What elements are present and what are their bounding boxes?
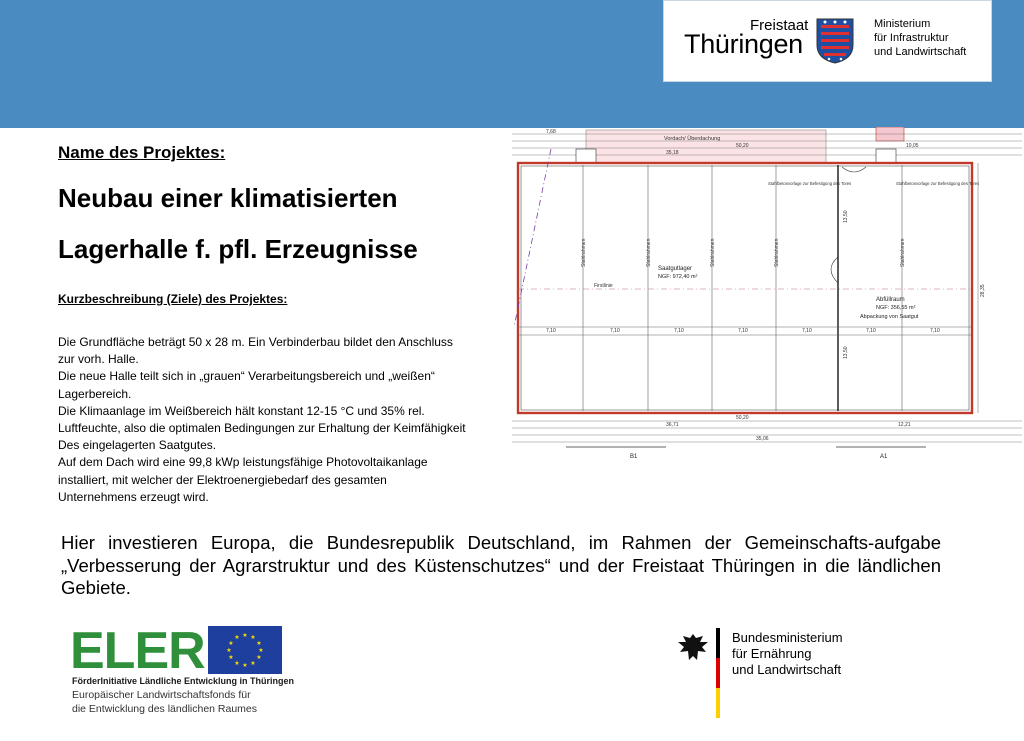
bay-dim-4: 7,10 (738, 328, 748, 334)
eler-initiative-line: FörderInitiative Ländliche Entwicklung in Thüringen (72, 676, 295, 686)
room-filling-name: Abfüllraum (876, 297, 905, 303)
german-flag-bar-icon (716, 628, 720, 718)
bay-dim-3: 7,10 (674, 328, 684, 334)
frame-label-5: Stahlrahmen (900, 238, 906, 267)
dim-top-1: 7,68 (546, 129, 556, 135)
half-height-dim-2: 13,50 (843, 346, 849, 359)
svg-text:★: ★ (226, 647, 232, 654)
eler-wordmark: ELER (70, 622, 205, 680)
door-note-2: Stahlbetonvorlage zur Befestigung des Tores (896, 181, 980, 186)
svg-text:★: ★ (250, 634, 256, 641)
project-description: Die Grundfläche beträgt 50 x 28 m. Ein Verbinderbau bildet den Anschluss zur vorh. Halle. Die neue Halle teilt sich in „grauen“ Verarbeitungsbereich und „weißen“ Lagerbereich. Die Klimaanlage im Weißbereich hält konstant 12-15 °C und 35% rel. Luftfeuchte, also die optimalen Bedingungen zur Erhaltung der Keimfähigkeit Des eingelagerten Saatgutes. Auf dem Dach wird eine 99,8 kWp leistungsfähige Photovoltaikanlage installiert, mit welcher der Elektroenergiebedarf des gesamten Unternehmens erzeugt wird. (58, 335, 466, 504)
frame-label-4: Stahlrahmen (774, 238, 780, 267)
bay-dim-7: 7,10 (930, 328, 940, 334)
dim-bottom-total: 50,20 (736, 415, 749, 421)
total-height-dim: 28,35 (980, 284, 986, 297)
dim-bottom-2: 12,21 (898, 422, 911, 428)
svg-text:★: ★ (258, 647, 264, 654)
svg-text:★: ★ (242, 662, 248, 669)
svg-text:★: ★ (234, 660, 240, 667)
svg-text:★: ★ (234, 634, 240, 641)
federal-eagle-icon (676, 630, 710, 666)
bay-dim-5: 7,10 (802, 328, 812, 334)
short-description-label: Kurzbeschreibung (Ziele) des Projektes: (58, 292, 288, 306)
state-small-label: Freistaat (750, 17, 809, 34)
dim-top-2: 35,18 (666, 150, 679, 156)
federal-ministry-name: Bundesministerium für Ernährung und Landwirtschaft (732, 630, 843, 677)
svg-text:★: ★ (242, 632, 248, 639)
state-name-label: Thüringen (684, 29, 803, 59)
project-title-line-1: Neubau einer klimatisierten (58, 183, 398, 213)
svg-text:★: ★ (228, 654, 234, 661)
dim-top-3: 10,05 (906, 143, 919, 149)
eu-flag-icon (208, 626, 282, 674)
escape-box-1 (576, 149, 596, 163)
escape-box-2 (876, 149, 896, 163)
bay-dim-6: 7,10 (866, 328, 876, 334)
dim-bottom-1: 36,71 (666, 422, 679, 428)
half-height-dim-1: 13,50 (843, 210, 849, 223)
hall-outline (518, 163, 972, 413)
svg-text:★: ★ (256, 640, 262, 647)
room-filling-area: NGF: 356,55 m² (876, 305, 916, 311)
bay-dim-1: 7,10 (546, 328, 556, 334)
svg-text:★: ★ (256, 654, 262, 661)
frame-label-2: Stahlrahmen (646, 238, 652, 267)
eler-fund-line-2: die Entwicklung des ländlichen Raumes (72, 703, 258, 715)
svg-text:★: ★ (228, 640, 234, 647)
project-title-line-2: Lagerhalle f. pfl. Erzeugnisse (58, 234, 418, 264)
frame-label-1: Stahlrahmen (581, 238, 587, 267)
section-a-label: A1 (880, 454, 888, 460)
dim-bottom-3: 35,06 (756, 436, 769, 442)
project-name-label: Name des Projektes: (58, 143, 226, 162)
eler-logo (70, 622, 295, 718)
dim-top-total: 50,20 (736, 143, 749, 149)
ministry-name: Ministerium für Infrastruktur und Landwirtschaft (874, 18, 967, 58)
federal-ministry-logo (676, 628, 876, 720)
section-b-label: B1 (630, 454, 638, 460)
ridge-label: Firstlinie (594, 283, 613, 289)
frame-label-3: Stahlrahmen (710, 238, 716, 267)
floor-plan (506, 127, 1024, 465)
room-storage-area: NGF: 972,40 m² (658, 274, 698, 280)
svg-text:★: ★ (250, 660, 256, 667)
eler-fund-line-1: Europäischer Landwirtschaftsfonds für (72, 689, 251, 701)
room-filling-use: Abpackung von Saatgut (860, 314, 919, 320)
room-storage-name: Saatgutlager (658, 266, 693, 272)
thuringia-ministry-logo (663, 0, 992, 82)
door-note-1: Stahlbetonvorlage zur Befestigung des Tores (768, 181, 852, 186)
canopy-label: Vordach/ Überdachung (664, 136, 721, 142)
bay-dim-2: 7,10 (610, 328, 620, 334)
funding-statement: Hier investieren Europa, die Bundesrepublik Deutschland, im Rahmen der Gemeinschafts-aufgabe „Verbesserung der Agrarstruktur und des Küstenschutzes“ und der Freistaat Thüringen in die ländlichen Gebiete. (61, 532, 941, 598)
thuringia-coat-of-arms-icon (815, 17, 855, 65)
